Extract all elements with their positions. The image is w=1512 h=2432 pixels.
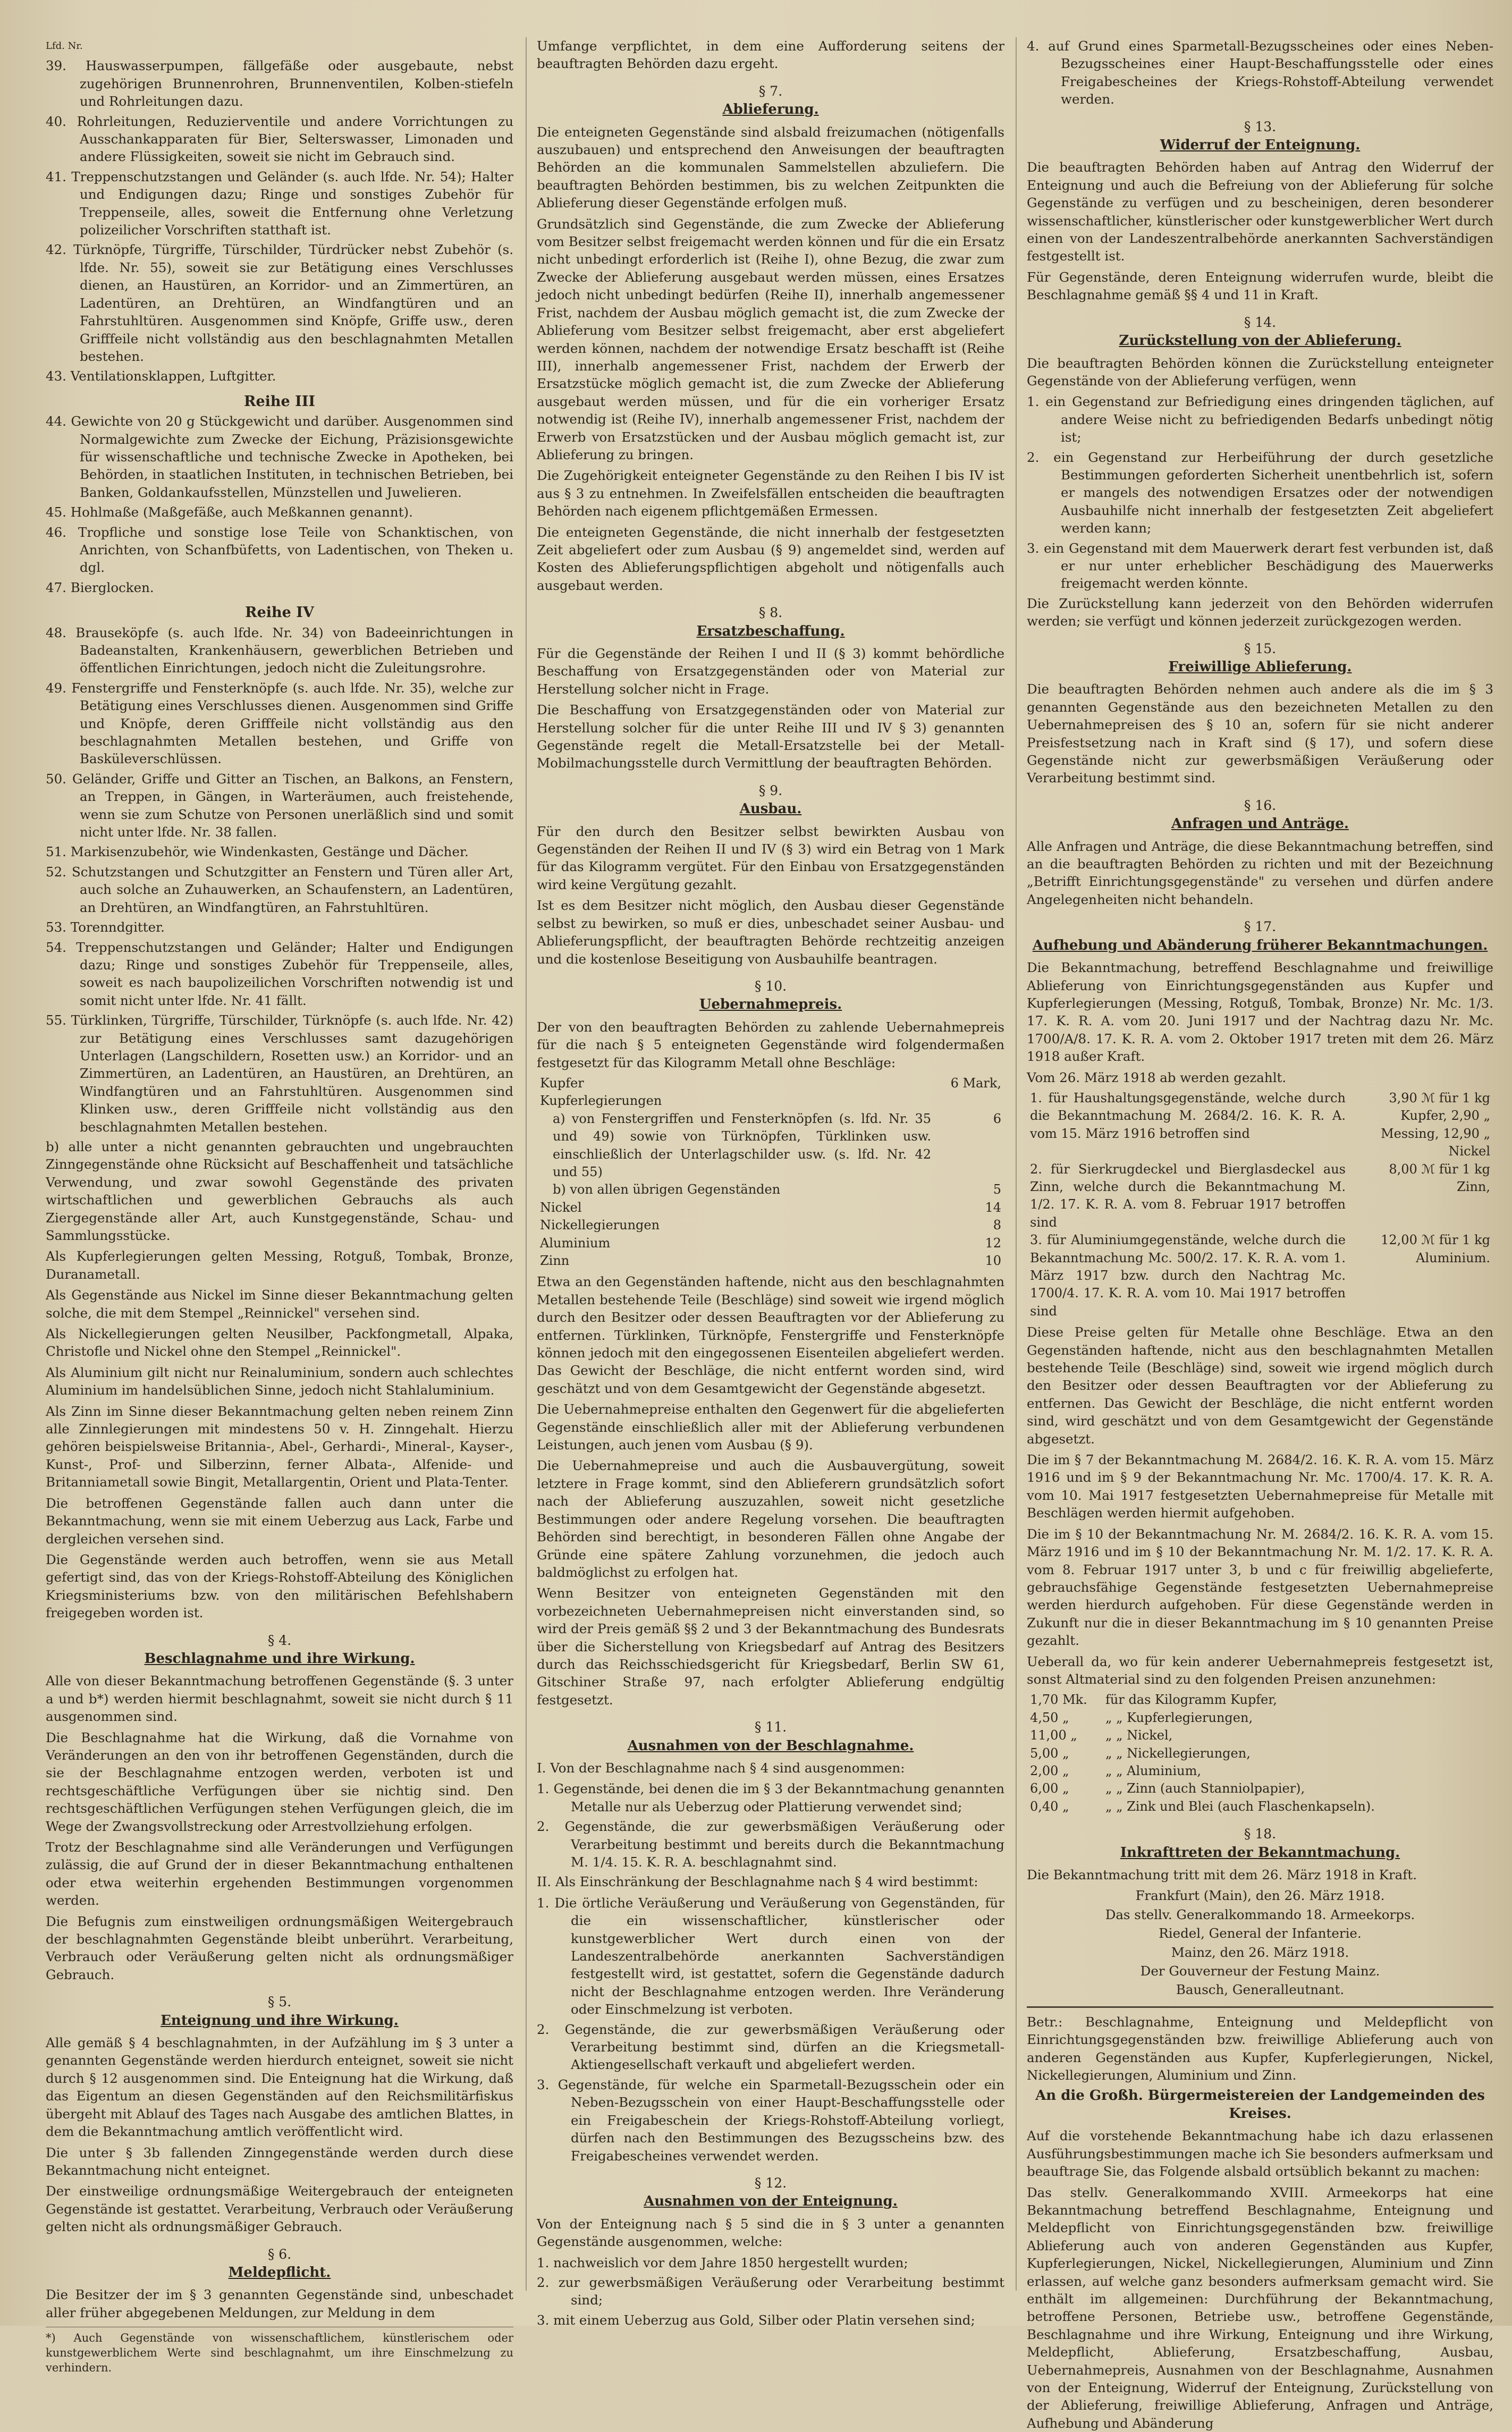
section-title: Enteignung und ihre Wirkung. [46, 2012, 513, 2030]
price-value: 2,00 „ [1027, 1762, 1102, 1780]
price-label: „ „ Kupferlegierungen, [1102, 1709, 1493, 1727]
paragraph: II. Als Einschränkung der Beschlagnahme nach § 4 wird bestimmt: [537, 1873, 1004, 1890]
price-value: 10 [934, 1252, 1004, 1270]
paragraph: Grundsätzlich sind Gegenstände, die zum Zwecke der Ablieferung vom Besitzer selbst freigemacht werden können und für die ein Ersatz nicht unbedingt erforderlich ist (Reihe I), ohne Bezug, die zwar zum Zwecke der Ablieferung ausgebaut werden müssen, eines Ersatzes jedoch nicht unbedingt bedürfen (Reihe II), innerhalb angemessener Frist, nachdem der Ausbau möglich gemacht ist, die zum Zwecke der Ablieferung vom Besitzer selbst freigemacht, aber erst abgeliefert werden können, nachdem der notwendige Ersatz beschafft ist (Reihe III), innerhalb angemessener Frist, nachdem der Erwerb der Ersatzstücke möglich gemacht ist, die zum Zwecke der Ablieferung ausgebaut werden müssen, und für die ein vorheriger Ersatz notwendig ist (Reihe IV), innerhalb angemessener Frist, nachdem der Erwerb von Ersatzstücken und der Ausbau möglich gemacht ist, zur Ablieferung zu bringen. [537, 215, 1004, 464]
section-number: § 16. [1027, 797, 1493, 814]
list-item: 2. zur gewerbsmäßigen Veräußerung oder Verarbeitung bestimmt sind; [537, 2274, 1004, 2309]
price-value: 5,00 „ [1027, 1745, 1102, 1762]
list-item: 46. Tropfliche und sonstige lose Teile von Schanktischen, von Anrichten, von Schanfbüfetts, von Ladentischen, von Theken u. dgl. [46, 523, 513, 577]
subject-line: Betr.: Beschlagnahme, Enteignung und Meldepflicht von Einrichtungsgegenständen bzw. freiwillige Ablieferung auch von anderen Gegenständen aus Kupfer, Kupferlegierungen, Nickel, Nickellegierungen, Aluminium und Zinn. [1027, 2013, 1493, 2084]
table-row [537, 1252, 1004, 1270]
price-value: 11,00 „ [1027, 1727, 1102, 1744]
table-row [537, 1235, 1004, 1252]
list-reihe-4 [46, 624, 513, 1136]
paragraph: Die im § 7 der Bekanntmachung M. 2684/2. 16. K. R. A. vom 15. März 1916 und im § 9 der Bekanntmachung Nr. Mc. 1700/4. 17. K. R. A. vom 10. Mai 1917 festgesetzten Uebernahmepreise für Metalle mit Beschlägen werden hiermit aufgehoben. [1027, 1451, 1493, 1522]
list-item: 44. Gewichte von 20 g Stückgewicht und darüber. Ausgenommen sind Normalgewichte zum Zwecke der Eichung, Präzisionsgewichte für wissenschaftliche und technische Zwecke in Apotheken, bei Behörden, in staatlichen Instituten, in technischen Betrieben, bei Banken, Goldankaufsstellen, Münzstellen und Juwelieren. [46, 412, 513, 501]
paragraph: Als Aluminium gilt nicht nur Reinaluminium, sondern auch schlechtes Aluminium im handelsüblichen Sinne, jedoch nicht Stahlaluminium. [46, 1364, 513, 1399]
table-row [1027, 1798, 1493, 1815]
section-title: Ausnahmen von der Enteignung. [537, 2193, 1004, 2210]
column-divider [1016, 37, 1017, 2291]
section-title: Freiwillige Ablieferung. [1027, 658, 1493, 676]
paragraph: Die enteigneten Gegenstände, die nicht innerhalb der festgesetzten Zeit abgeliefert oder zum Ausbau (§ 9) angemeldet sind, werden auf Kosten des Ablieferungspflichtigen abgeholt und nötigenfalls auch ausgebaut werden. [537, 523, 1004, 595]
column-1 [46, 37, 513, 2296]
list-reihe-2 [46, 57, 513, 385]
heading-reihe-4: Reihe IV [46, 604, 513, 621]
table-row [1027, 1691, 1493, 1709]
section-number: § 11. [537, 1718, 1004, 1736]
section-title: Beschlagnahme und ihre Wirkung. [46, 1650, 513, 1668]
list-item: 3. ein Gegenstand mit dem Mauerwerk derart fest verbunden ist, daß er nur unter erheblicher Beschädigung des Mauerwerks freigemacht werden könnte. [1027, 539, 1493, 593]
paragraph: b) alle unter a nicht genannten gebrauchten und ungebrauchten Zinngegenstände ohne Rücksicht auf Beschaffenheit und tatsächliche Verwendung, und zwar sowohl Gegenstände des privaten wirtschaftlichen und gewerblichen Gebrauchs als auch Ziergegenstände aller Art, auch Kunstgegenstände, Schau- und Sammlungsstücke. [46, 1138, 513, 1244]
paragraph: Die Besitzer der im § 3 genannten Gegenstände sind, unbeschadet aller früher abgegebenen Meldungen, zur Meldung in dem [46, 2286, 513, 2321]
section-title: Ersatzbeschaffung. [537, 623, 1004, 640]
paragraph: Die Befugnis zum einstweiligen ordnungsmäßigen Weitergebrauch der beschlagnahmten Gegenstände bleibt unberührt. Verarbeitung, Verbrauch oder Veräußerung gelten nicht als ordnungsmäßiger Gebrauch. [46, 1913, 513, 1984]
price-value: 8 [934, 1217, 1004, 1234]
paragraph: Auf die vorstehende Bekanntmachung habe ich dazu erlassenen Ausführungsbestimmungen mache ich Sie besonders aufmerksam und beauftrage Sie, das Folgende alsbald ortsüblich bekannt zu machen: [1027, 2127, 1493, 2180]
table-row [1027, 1727, 1493, 1744]
list-item: 1. Die örtliche Veräußerung und Veräußerung von Gegenständen, für die ein wissenschaftlicher, künstlerischer oder kunstgewerblicher Wert durch einen von der Landeszentralbehörde anerkannten Sachverständigen festgestellt wird, ist gestattet, sofern die Gegenstände dadurch nicht der Beschlagnahme entzogen werden. Ihre Veränderung oder Einschmelzung ist verboten. [537, 1894, 1004, 2019]
table-row [537, 1181, 1004, 1198]
paragraph: Für Gegenstände, deren Enteignung widerrufen wurde, bleibt die Beschlagnahme gemäß §§ 4 und 11 in Kraft. [1027, 268, 1493, 304]
price-value: 3,90 ℳ für 1 kg Kupfer, 2,90 „ Messing, 12,90 „ Nickel [1349, 1090, 1493, 1161]
list-item: 50. Geländer, Griffe und Gitter an Tischen, an Balkons, an Fenstern, an Treppen, in Gängen, in Warteräumen, auch freistehende, wenn sie zum Schutze von Personen unerläßlich sind und somit nicht unter lfde. Nr. 38 fallen. [46, 770, 513, 841]
paragraph: Der von den beauftragten Behörden zu zahlende Uebernahmepreis für die nach § 5 enteigneten Gegenstände wird folgendermaßen festgesetzt für das Kilogramm Metall ohne Beschläge: [537, 1018, 1004, 1071]
section-title: Ausbau. [537, 800, 1004, 818]
section-number: § 14. [1027, 314, 1493, 331]
paragraph: Von der Enteignung nach § 5 sind die in § 3 unter a genannten Gegenstände ausgenommen, welche: [537, 2215, 1004, 2251]
paragraph: Ueberall da, wo für kein anderer Uebernahmepreis festgesetzt ist, sonst Altmaterial sind zu den folgenden Preisen anzunehmen: [1027, 1653, 1493, 1688]
list-item: 1. ein Gegenstand zur Befriedigung eines dringenden täglichen, auf andere Weise nicht zu befriedigenden Bedarfs unbedingt nötig ist; [1027, 393, 1493, 446]
price-value: 12,00 ℳ für 1 kg Aluminium. [1349, 1231, 1493, 1320]
list-item: 43. Ventilationsklappen, Luftgitter. [46, 367, 513, 385]
section-number: § 12. [537, 2174, 1004, 2192]
table-row [537, 1092, 1004, 1110]
paragraph: Etwa an den Gegenständen haftende, nicht aus den beschlagnahmten Metallen bestehende Teile (Beschläge) sind soweit wie irgend möglich durch den Besitzer oder dessen Beauftragten vor der Ablieferung zu entfernen. Türklinken, Türknöpfe, Fenstergriffe und Fensterknöpfe können jedoch mit den eingegossenen Eisenteilen abgeliefert werden. Das Gewicht der Beschläge, die nicht entfernt worden sind, wird geschätzt und von dem Gesamtgewicht der Gegenstände abgesetzt. [537, 1273, 1004, 1397]
price-label: Aluminium [537, 1235, 934, 1252]
paragraph: Als Kupferlegierungen gelten Messing, Rotguß, Tombak, Bronze, Duranametall. [46, 1247, 513, 1283]
paragraph: Die beauftragten Behörden haben auf Antrag den Widerruf der Enteignung und auch die Befreiung von der Ablieferung für solche Gegenstände zu verfügen und zu bescheinigen, deren besonderer wissenschaftlicher, künstlerischer oder kunstgewerblicher Wert durch einen von der Landeszentralbehörde anerkannten Sachverständigen festgestellt ist. [1027, 158, 1493, 265]
section-title: Widerruf der Enteignung. [1027, 137, 1493, 154]
altmaterial-price-table [1027, 1691, 1493, 1815]
list-item: 52. Schutzstangen und Schutzgitter an Fenstern und Türen aller Art, auch solche an Zuhauwerken, an Schaufenstern, an Ladentüren, an Drehtüren, an Windfangtüren, an Fahrstuhltüren. [46, 863, 513, 916]
paragraph: Die Zurückstellung kann jederzeit von den Behörden widerrufen werden; sie verfügt und können jederzeit zurückgezogen werden. [1027, 595, 1493, 630]
section-title: Anfragen und Anträge. [1027, 815, 1493, 833]
paragraph: Vom 26. März 1918 ab werden gezahlt. [1027, 1069, 1493, 1086]
section-number: § 8. [537, 604, 1004, 621]
paragraph: Die Bekanntmachung tritt mit dem 26. März 1918 in Kraft. [1027, 1866, 1493, 1884]
section-number: § 13. [1027, 118, 1493, 136]
paragraph: Alle Anfragen und Anträge, die diese Bekanntmachung betreffen, sind an die beauftragten Behörden zu richten und mit der Bezeichnung „Betrifft Einrichtungsgegenstände" zu versehen und dürfen andere Angelegenheiten nicht behandeln. [1027, 838, 1493, 909]
paragraph: Als Zinn im Sinne dieser Bekanntmachung gelten neben reinem Zinn alle Zinnlegierungen mit mindestens 50 v. H. Zinngehalt. Hierzu gehören beispielsweise Britannia-, Abel-, Gerhardi-, Mineral-, Kayser-, Kunst-, Prof- und Silberzinn, ferner Albata-, Alfenide- und Britanniametall sowie Bingit, Metallargentin, Orient und Plata-Tenter. [46, 1403, 513, 1491]
list-item: 42. Türknöpfe, Türgriffe, Türschilder, Türdrücker nebst Zubehör (s. lfde. Nr. 55), soweit sie zur Betätigung eines Verschlusses dienen, an Haustüren, an Korridor- und an Zimmertüren, an Ladentüren, an Drehtüren, an Windfangtüren und an Fahrstuhltüren. Ausgenommen sind Knöpfe, Griffe usw., deren Grifffeile nicht vollständig aus den beschlagnahmten Metallen bestehen. [46, 241, 513, 365]
column-header: Lfd. Nr. [46, 37, 513, 55]
paragraph: Ist es dem Besitzer nicht möglich, den Ausbau dieser Gegenstände selbst zu bewirken, so muß er dies, unbeschadet seiner Ausbau- und Ablieferungspflicht, der beauftragten Behörde rechtzeitig anzeigen und die kostenlose Beseitigung von Ausbauhilfe beantragen. [537, 897, 1004, 968]
list-item: 4. auf Grund eines Sparmetall-Bezugsscheines oder eines Neben-Bezugsscheines einer Haupt-Beschaffungsstelle oder eines Freigabescheines der Kriegs-Rohstoff-Abteilung verwendet werden. [1027, 37, 1493, 108]
price-value: 4,50 „ [1027, 1709, 1102, 1727]
list-item: 1. nachweislich vor dem Jahre 1850 hergestellt wurden; [537, 2254, 1004, 2271]
list-item: 39. Hauswasserpumpen, fällgefäße oder ausgebaute, nebst zugehörigen Brunnenrohren, Brunnenventilen, Kolben-stiefeln und Rohrleitungen dazu. [46, 57, 513, 110]
paragraph: Für den durch den Besitzer selbst bewirkten Ausbau von Gegenständen der Reihen II und IV (§ 3) wird ein Betrag von 1 Mark für das Kilogramm vergütet. Für den Einbau von Ersatzgegenständen wird keine Vergütung gezahlt. [537, 823, 1004, 894]
table-row [537, 1110, 1004, 1181]
price-label: „ „ Nickellegierungen, [1102, 1745, 1493, 1762]
section-number: § 10. [537, 977, 1004, 995]
list-reihe-3 [46, 412, 513, 596]
list-item: 55. Türklinken, Türgriffe, Türschilder, Türknöpfe (s. auch lfde. Nr. 42) zur Betätigung eines Verschlusses samt dazugehörigen Unterlagen (Langschildern, Rosetten usw.) an Korridor- und an Zimmertüren, an Ladentüren, an Haustüren, an Drehtüren, an Windfangtüren und an Fahrstuhltüren. Ausgenommen sind Klinken usw., deren Grifffeile nicht vollständig aus den beschlagnahmten Metallen bestehen. [46, 1011, 513, 1136]
table-row [537, 1075, 1004, 1092]
list-item: 3. mit einem Ueberzug aus Gold, Silber oder Platin versehen sind; [537, 2311, 1004, 2329]
price-label: 1. für Haushaltungsgegenstände, welche durch die Bekanntmachung M. 2684/2. 16. K. R. A. vom 15. März 1916 betroffen sind [1027, 1090, 1349, 1161]
list-item: 2. Gegenstände, die zur gewerbsmäßigen Veräußerung oder Verarbeitung bestimmt sind, dürfen an die Kriegsmetall-Aktiengesellschaft verkauft und abgeliefert werden. [537, 2021, 1004, 2074]
section-title: Inkrafttreten der Bekanntmachung. [1027, 1844, 1493, 1862]
price-label: Nickellegierungen [537, 1217, 934, 1234]
list-item: 54. Treppenschutzstangen und Geländer; Halter und Endigungen dazu; Ringe und sonstiges Zubehör für Treppenseile, alles, soweit es nach baupolizeilichen Vorschriften notwendig ist und somit nicht unter lfde. Nr. 41 fällt. [46, 939, 513, 1010]
signature-place: Mainz, den 26. März 1918. [1027, 1944, 1493, 1961]
paragraph: Wenn Besitzer von enteigneten Gegenständen mit den vorbezeichneten Uebernahmepreisen nicht einverstanden sind, so wird der Preis gemäß §§ 2 und 3 der Bekanntmachung des Bundesrats über die Sicherstellung von Kriegsbedarf auf Antrag des Besitzers durch das Reichsschiedsgericht für Kriegsbedarf, Berlin SW 61, Gitschiner Straße 97, nach erfolgter Ablieferung endgültig festgesetzt. [537, 1584, 1004, 1709]
paragraph: Die Uebernahmepreise enthalten den Gegenwert für die abgelieferten Gegenstände einschließlich aller mit der Ablieferung verbundenen Leistungen, auch jenen vom Ausbau (§ 9). [537, 1400, 1004, 1454]
paragraph: I. Von der Beschlagnahme nach § 4 sind ausgenommen: [537, 1759, 1004, 1777]
section-number: § 5. [46, 1993, 513, 2011]
section-title: Aufhebung und Abänderung früherer Bekanntmachungen. [1027, 937, 1493, 955]
price-label: für das Kilogramm Kupfer, [1102, 1691, 1493, 1709]
table-row [1027, 1780, 1493, 1797]
price-label: „ „ Nickel, [1102, 1727, 1493, 1744]
section-title: Ablieferung. [537, 101, 1004, 119]
paragraph: Als Gegenstände aus Nickel im Sinne dieser Bekanntmachung gelten solche, die mit dem Stempel „Reinnickel" versehen sind. [46, 1286, 513, 1322]
table-row [1027, 1745, 1493, 1762]
signature-name: Riedel, General der Infanterie. [1027, 1924, 1493, 1942]
paragraph: Trotz der Beschlagnahme sind alle Veränderungen und Verfügungen zulässig, die auf Grund der in dieser Bekanntmachung enthaltenen oder etwa weiterhin ergehenden Bestimmungen vorgenommen werden. [46, 1838, 513, 1910]
table-row [537, 1199, 1004, 1217]
price-value: 6 Mark, [934, 1075, 1004, 1092]
paragraph: Die enteigneten Gegenstände sind alsbald freizumachen (nötigenfalls auszubauen) und entsprechend den Anweisungen der beauftragten Behörden an die kommunalen Sammelstellen abzuliefern. Die beauftragten Behörden bestimmen, bis zu welchen Zeitpunkten die Ablieferung dieser Gegenstände erfolgen muß. [537, 123, 1004, 212]
price-value: 14 [934, 1199, 1004, 1217]
paragraph: Das stellv. Generalkommando XVIII. Armeekorps hat eine Bekanntmachung betreffend Beschlagnahme, Enteignung und Meldepflicht von Einrichtungsgegenständen bzw. freiwillige Ablieferung auch von anderen Gegenständen aus Kupfer, Kupferlegierungen, Nickel, Nickellegierungen, Aluminium und Zinn erlassen, auf welche ganz besonders aufmerksam gemacht wird. Sie enthält im allgemeinen: Durchführung der Bekanntmachung, betroffene Personen, Betriebe usw., betroffene Gegenstände, Beschlagnahme und ihre Wirkung, Enteignung und ihre Wirkung, Meldepflicht, Ablieferung, Ersatzbeschaffung, Ausbau, Uebernahmepreis, Ausnahmen von der Beschlagnahme, Ausnahmen von der Enteignung, Widerruf der Enteignung, Zurückstellung von der Ablieferung, freiwillige Ablieferung, Anfragen und Anträge, Aufhebung und Abänderung [1027, 2184, 1493, 2432]
table-row [1027, 1231, 1493, 1320]
column-3 [1027, 37, 1493, 2296]
signature-title: Der Gouverneur der Festung Mainz. [1027, 1962, 1493, 1980]
list-item: 53. Torenndgitter. [46, 918, 513, 936]
table-row [537, 1217, 1004, 1234]
list-item: 51. Markisenzubehör, wie Windenkasten, Gestänge und Dächer. [46, 843, 513, 860]
signature-name: Bausch, Generalleutnant. [1027, 1981, 1493, 1998]
paragraph: Die Beschlagnahme hat die Wirkung, daß die Vornahme von Veränderungen an den von ihr betroffenen Gegenständen, durch die sie der Beschlagnahme entzogen werden, verboten ist und rechtsgeschäftliche Verfügungen über sie nichtig sind. Den rechtsgeschäftlichen Verfügungen stehen Verfügungen gleich, die im Wege der Zwangsvollstreckung oder Arrestvollziehung erfolgen. [46, 1729, 513, 1835]
column-2 [537, 37, 1004, 2296]
paragraph: Alle von dieser Bekanntmachung betroffenen Gegenstände (§. 3 unter a und b*) werden hiermit beschlagnahmt, soweit sie nicht durch § 11 ausgenommen sind. [46, 1672, 513, 1725]
price-label: „ „ Zink und Blei (auch Flaschenkapseln). [1102, 1798, 1493, 1815]
signature-title: Das stellv. Generalkommando 18. Armeekorps. [1027, 1906, 1493, 1923]
price-label: Kupfer [537, 1075, 934, 1092]
footnote: *) Auch Gegenstände von wissenschaftlichem, künstlerischem oder kunstgewerblichem Werte sind beschlagnahmt, um ihre Einschmelzung zu verhindern. [46, 2327, 513, 2375]
price-value: 1,70 Mk. [1027, 1691, 1102, 1709]
paragraph: Alle gemäß § 4 beschlagnahmten, in der Aufzählung im § 3 unter a genannten Gegenstände werden hierdurch enteignet, soweit sie nicht durch § 12 ausgenommen sind. Die Enteignung hat die Wirkung, daß das Eigentum an diesen Gegenständen auf den Reichsmilitärfiskus übergeht mit Ablauf des Tages nach Ausgabe des amtlichen Blattes, in dem die Bekanntmachung amtlich veröffentlicht wird. [46, 2034, 513, 2140]
circular-notice [1027, 2006, 1493, 2432]
price-value: 0,40 „ [1027, 1798, 1102, 1815]
price-table [537, 1075, 1004, 1270]
paragraph: Als Nickellegierungen gelten Neusilber, Packfongmetall, Alpaka, Christofle und Nickel ohne den Stempel „Reinnickel". [46, 1325, 513, 1361]
paragraph: Umfange verpflichtet, in dem eine Aufforderung seitens der beauftragten Behörden dazu ergeht. [537, 37, 1004, 73]
section-title: Ausnahmen von der Beschlagnahme. [537, 1737, 1004, 1755]
list-item: 47. Bierglocken. [46, 579, 513, 596]
list-item: 1. Gegenstände, bei denen die im § 3 der Bekanntmachung genannten Metalle nur als Ueberzug oder Plattierung verwendet sind; [537, 1780, 1004, 1815]
price-label: Nickel [537, 1199, 934, 1217]
list-item: 2. Gegenstände, die zur gewerbsmäßigen Veräußerung oder Verarbeitung bestimmt und bereits durch die Bekanntmachung M. 1/4. 15. K. R. A. beschlagnahmt sind. [537, 1818, 1004, 1871]
paragraph: Die Gegenstände werden auch betroffen, wenn sie aus Metall gefertigt sind, das von der Kriegs-Rohstoff-Abteilung des Königlichen Kriegsministeriums bzw. von den militärischen Befehlshabern freigegeben worden ist. [46, 1551, 513, 1622]
paragraph: Diese Preise gelten für Metalle ohne Beschläge. Etwa an den Gegenständen haftende, nicht aus den beschlagnahmten Metallen bestehende Teile (Beschläge) sind, soweit wie irgend möglich durch den Besitzer oder dessen Beauftragten vor der Ablieferung zu entfernen. Das Gewicht der Beschläge, die nicht entfernt worden sind, wird geschätzt und von dem Gesamtgewicht der Gegenstände abgesetzt. [1027, 1323, 1493, 1448]
list-item: 49. Fenstergriffe und Fensterknöpfe (s. auch lfde. Nr. 35), welche zur Betätigung eines Verschlusses dienen. Ausgenommen sind Griffe und Knöpfe, deren Grifffeile nicht vollständig aus den beschlagnahmten Metallen bestehen, und Griffe von Basküleverschlüssen. [46, 679, 513, 768]
table-row [1027, 1090, 1493, 1161]
price-label: „ „ Zinn (auch Stanniolpapier), [1102, 1780, 1493, 1797]
price-value [934, 1092, 1004, 1110]
section-title: Zurückstellung von der Ablieferung. [1027, 332, 1493, 350]
section-number: § 7. [537, 82, 1004, 100]
paragraph: Die betroffenen Gegenstände fallen auch dann unter die Bekanntmachung, wenn sie mit einem Ueberzug aus Lack, Farbe und dergleichen versehen sind. [46, 1494, 513, 1548]
price-label: „ „ Aluminium, [1102, 1762, 1493, 1780]
price-value: 6 [934, 1110, 1004, 1181]
paragraph: Die im § 10 der Bekanntmachung Nr. M. 2684/2. 16. K. R. A. vom 15. März 1916 und im § 10 der Bekanntmachung Nr. M. 1/2. 17. K. R. A. vom 8. Februar 1917 unter 3, b und c für freiwillig abgelieferte, gebrauchsfähige Gegenstände festgesetzten Uebernahmepreise werden hierdurch aufgehoben. Für diese Gegenstände werden in Zukunft nur die in dieser Bekanntmachung im § 10 genannten Preise gezahlt. [1027, 1525, 1493, 1650]
list-item: 3. Gegenstände, für welche ein Sparmetall-Bezugsschein oder ein Neben-Bezugsschein von einer Haupt-Beschaffungsstelle oder ein Freigabeschein der Kriegs-Rohstoff-Abteilung vorliegt, dürfen nach den Bestimmungen des Bezugsscheins bzw. des Freigabescheines verwendet werden. [537, 2076, 1004, 2165]
paragraph: Die Bekanntmachung, betreffend Beschlagnahme und freiwillige Ablieferung von Einrichtungsgegenständen aus Kupfer und Kupferlegierungen (Messing, Rotguß, Tombak, Bronze) Nr. Mc. 1/3. 17. K. R. A. vom 20. Juni 1917 und der Nachtrag dazu Nr. Mc. 1700/A/8. 17. K. R. A. vom 2. Oktober 1917 treten mit dem 26. März 1918 außer Kraft. [1027, 959, 1493, 1065]
paragraph: Die Zugehörigkeit enteigneter Gegenstände zu den Reihen I bis IV ist aus § 3 zu entnehmen. In Zweifelsfällen entscheiden die beauftragten Behörden nach eigenem pflichtgemäßen Ermessen. [537, 467, 1004, 520]
price-label: 2. für Sierkrugdeckel und Bierglasdeckel aus Zinn, welche durch die Bekanntmachung M. 1/2. 17. K. R. A. vom 8. Februar 1917 betroffen sind [1027, 1161, 1349, 1232]
list-item: 45. Hohlmaße (Maßgefäße, auch Meßkannen genannt). [46, 503, 513, 521]
section-number: § 15. [1027, 640, 1493, 657]
section-number: § 4. [46, 1632, 513, 1649]
section-number: § 9. [537, 782, 1004, 799]
section-title: Meldepflicht. [46, 2264, 513, 2282]
addressee: An die Großh. Bürgermeistereien der Landgemeinden des Kreises. [1027, 2087, 1493, 2123]
price-label: 3. für Aluminiumgegenstände, welche durch die Bekanntmachung Mc. 500/2. 17. K. R. A. vom 1. März 1917 bzw. durch den Nachtrag Mc. 1700/4. 17. K. R. A. vom 10. Mai 1917 betroffen sind [1027, 1231, 1349, 1320]
section-number: § 17. [1027, 918, 1493, 935]
price-label: Zinn [537, 1252, 934, 1270]
paragraph: Die unter § 3b fallenden Zinngegenstände werden durch diese Bekanntmachung nicht enteignet. [46, 2144, 513, 2180]
price-value: 5 [934, 1181, 1004, 1198]
price-label: b) von allen übrigen Gegenständen [537, 1181, 934, 1198]
paragraph: Der einstweilige ordnungsmäßige Weitergebrauch der enteigneten Gegenstände ist gestattet. Verarbeitung, Verbrauch oder Veräußerung gelten nicht als ordnungsmäßiger Gebrauch. [46, 2182, 513, 2235]
paragraph: Die beauftragten Behörden nehmen auch andere als die im § 3 genannten Gegenstände aus den bezeichneten Metallen zu den Uebernahmepreisen des § 10 an, sofern für sie nicht anderer Preisfestsetzung nach in Kraft sind (§ 17), und sofern diese Gegenstände nicht zur gewerbsmäßigen Veräußerung oder Verarbeitung bestimmt sind. [1027, 680, 1493, 787]
price-label: a) von Fenstergriffen und Fensterknöpfen (s. lfd. Nr. 35 und 49) sowie von Türknöpfen, Türklinken usw. einschließlich der Unterlagschilder usw. (s. lfd. Nr. 42 und 55) [537, 1110, 934, 1181]
price-value: 6,00 „ [1027, 1780, 1102, 1797]
section-number: § 6. [46, 2245, 513, 2263]
price-table-17 [1027, 1090, 1493, 1320]
list-item: 41. Treppenschutzstangen und Geländer (s. auch lfde. Nr. 54); Halter und Endigungen dazu; Ringe und sonstiges Zubehör für Treppenseile, alles, soweit die Entfernung ohne Verletzung polizeilicher Vorschriften statthaft ist. [46, 168, 513, 239]
section-number: § 18. [1027, 1825, 1493, 1843]
paragraph: Die Uebernahmepreise und auch die Ausbauvergütung, soweit letztere in Frage kommt, sind den Ablieferern grundsätzlich sofort nach der Ablieferung auszuzahlen, soweit nicht gesetzliche Bestimmungen oder andere Regelung vorsehen. Die beauftragten Behörden sind berechtigt, in besonderen Fällen ohne Angabe der Gründe eine spätere Zahlung vorzunehmen, die jedoch auch baldmöglichst zu erfolgen hat. [537, 1457, 1004, 1581]
column-divider [526, 37, 527, 2291]
paragraph: Die beauftragten Behörden können die Zurückstellung enteigneter Gegenstände von der Ablieferung verfügen, wenn [1027, 354, 1493, 390]
list-item: 40. Rohrleitungen, Reduzierventile und andere Vorrichtungen zu Ausschankapparaten für Bier, Selterswasser, Limonaden und andere Flüssigkeiten, soweit sie nicht im Gebrauch sind. [46, 113, 513, 166]
list-item: 48. Brauseköpfe (s. auch lfde. Nr. 34) von Badeeinrichtungen in Badeanstalten, Krankenhäusern, gewerblichen Betrieben und öffentlichen Einrichtungen, jedoch nicht die Zuleitungsrohre. [46, 624, 513, 677]
paragraph: Die Beschaffung von Ersatzgegenständen oder von Material zur Herstellung solcher für die unter Reihe III und IV § 3) genannten Gegenstände regelt die Metall-Ersatzstelle bei der Metall-Mobilmachungsstelle durch Vermittlung der beauftragten Behörden. [537, 701, 1004, 772]
heading-reihe-3: Reihe III [46, 393, 513, 410]
signature-place: Frankfurt (Main), den 26. März 1918. [1027, 1887, 1493, 1904]
section-title: Uebernahmepreis. [537, 996, 1004, 1014]
table-row [1027, 1709, 1493, 1727]
table-row [1027, 1161, 1493, 1232]
table-row [1027, 1762, 1493, 1780]
paragraph: Für die Gegenstände der Reihen I und II (§ 3) kommt behördliche Beschaffung von Ersatzgegenständen oder von Material zur Herstellung solcher nicht in Frage. [537, 645, 1004, 698]
price-value: 8,00 ℳ für 1 kg Zinn, [1349, 1161, 1493, 1232]
list-item: 2. ein Gegenstand zur Herbeiführung der durch gesetzliche Bestimmungen geforderten Sicherheit unentbehrlich ist, sofern er mangels des notwendigen Ersatzes oder der notwendigen Ausbauhilfe nicht innerhalb der festgesetzten Zeit abgeliefert werden kann; [1027, 449, 1493, 537]
price-label: Kupferlegierungen [537, 1092, 934, 1110]
price-value: 12 [934, 1235, 1004, 1252]
